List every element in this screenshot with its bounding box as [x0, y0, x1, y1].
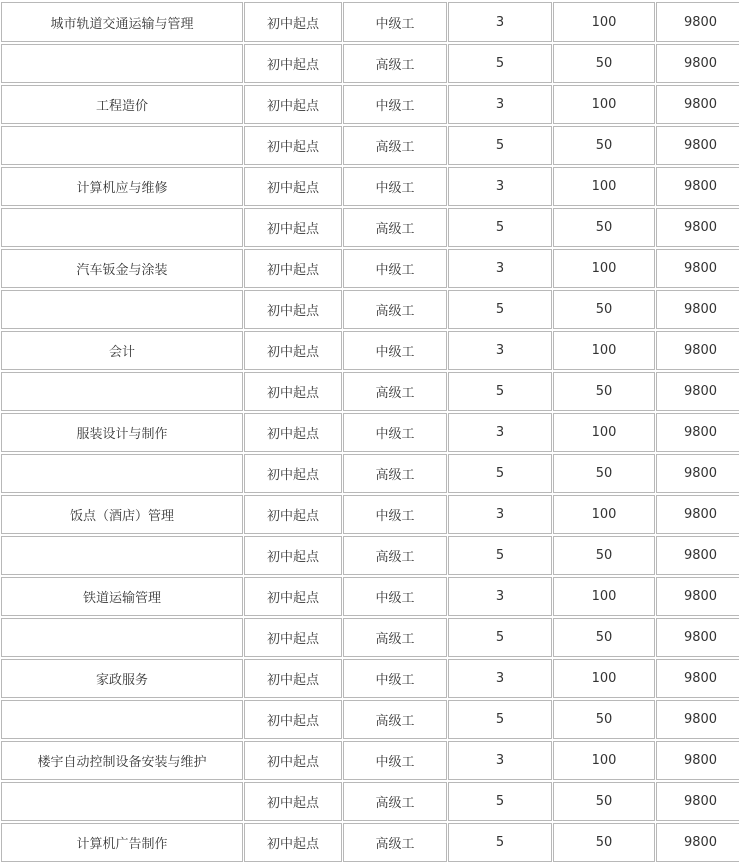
level-cell: 中级工 — [343, 167, 447, 206]
years-cell: 3 — [448, 85, 552, 124]
major-cell — [1, 290, 243, 329]
table-row — [1, 331, 739, 370]
fee-cell: 9800 — [656, 372, 739, 411]
fee-cell: 9800 — [656, 249, 739, 288]
level-cell: 高级工 — [343, 782, 447, 821]
entry-cell: 初中起点 — [244, 823, 342, 862]
entry-cell: 初中起点 — [244, 372, 342, 411]
entry-cell: 初中起点 — [244, 249, 342, 288]
years-cell: 3 — [448, 331, 552, 370]
table-row — [1, 700, 739, 739]
level-cell: 高级工 — [343, 126, 447, 165]
table-row — [1, 208, 739, 247]
years-cell: 5 — [448, 823, 552, 862]
level-cell: 高级工 — [343, 618, 447, 657]
entry-cell: 初中起点 — [244, 659, 342, 698]
quota-cell: 50 — [553, 372, 655, 411]
quota-cell: 100 — [553, 577, 655, 616]
table-row — [1, 454, 739, 493]
table-body — [1, 2, 739, 862]
entry-cell: 初中起点 — [244, 413, 342, 452]
fee-cell: 9800 — [656, 700, 739, 739]
level-cell: 中级工 — [343, 495, 447, 534]
level-cell: 高级工 — [343, 372, 447, 411]
level-cell: 中级工 — [343, 249, 447, 288]
major-cell — [1, 782, 243, 821]
major-cell: 汽车钣金与涂装 — [1, 249, 243, 288]
table-row — [1, 536, 739, 575]
table-row — [1, 659, 739, 698]
table-row — [1, 782, 739, 821]
entry-cell: 初中起点 — [244, 208, 342, 247]
entry-cell: 初中起点 — [244, 700, 342, 739]
years-cell: 3 — [448, 249, 552, 288]
quota-cell: 50 — [553, 208, 655, 247]
major-cell: 计算机广告制作 — [1, 823, 243, 862]
fee-cell: 9800 — [656, 536, 739, 575]
level-cell: 高级工 — [343, 536, 447, 575]
level-cell: 中级工 — [343, 577, 447, 616]
level-cell: 高级工 — [343, 454, 447, 493]
major-cell: 计算机应与维修 — [1, 167, 243, 206]
years-cell: 5 — [448, 618, 552, 657]
fee-cell: 9800 — [656, 454, 739, 493]
years-cell: 3 — [448, 741, 552, 780]
years-cell: 5 — [448, 208, 552, 247]
table-row — [1, 495, 739, 534]
quota-cell: 50 — [553, 454, 655, 493]
table-row — [1, 249, 739, 288]
quota-cell: 50 — [553, 823, 655, 862]
entry-cell: 初中起点 — [244, 2, 342, 42]
years-cell: 5 — [448, 290, 552, 329]
table-row — [1, 167, 739, 206]
quota-cell: 100 — [553, 167, 655, 206]
major-cell — [1, 700, 243, 739]
fee-cell: 9800 — [656, 782, 739, 821]
major-cell — [1, 618, 243, 657]
major-cell: 城市轨道交通运输与管理 — [1, 2, 243, 42]
fee-cell: 9800 — [656, 618, 739, 657]
level-cell: 高级工 — [343, 823, 447, 862]
entry-cell: 初中起点 — [244, 85, 342, 124]
fee-cell: 9800 — [656, 167, 739, 206]
major-cell — [1, 454, 243, 493]
quota-cell: 50 — [553, 126, 655, 165]
years-cell: 5 — [448, 372, 552, 411]
level-cell: 高级工 — [343, 700, 447, 739]
years-cell: 3 — [448, 413, 552, 452]
fee-cell: 9800 — [656, 331, 739, 370]
years-cell: 5 — [448, 44, 552, 83]
entry-cell: 初中起点 — [244, 331, 342, 370]
years-cell: 3 — [448, 167, 552, 206]
years-cell: 5 — [448, 126, 552, 165]
level-cell: 中级工 — [343, 85, 447, 124]
major-cell — [1, 44, 243, 83]
entry-cell: 初中起点 — [244, 126, 342, 165]
table-row — [1, 85, 739, 124]
entry-cell: 初中起点 — [244, 454, 342, 493]
quota-cell: 50 — [553, 700, 655, 739]
fee-cell: 9800 — [656, 495, 739, 534]
level-cell: 高级工 — [343, 208, 447, 247]
years-cell: 3 — [448, 577, 552, 616]
table-row — [1, 372, 739, 411]
table-row — [1, 44, 739, 83]
fee-cell: 9800 — [656, 126, 739, 165]
table-row — [1, 741, 739, 780]
entry-cell: 初中起点 — [244, 536, 342, 575]
level-cell: 中级工 — [343, 413, 447, 452]
entry-cell: 初中起点 — [244, 167, 342, 206]
years-cell: 5 — [448, 454, 552, 493]
table-row — [1, 618, 739, 657]
table-row — [1, 413, 739, 452]
entry-cell: 初中起点 — [244, 495, 342, 534]
major-cell — [1, 536, 243, 575]
years-cell: 5 — [448, 782, 552, 821]
quota-cell: 100 — [553, 495, 655, 534]
major-cell: 家政服务 — [1, 659, 243, 698]
major-cell: 楼宇自动控制设备安装与维护 — [1, 741, 243, 780]
years-cell: 3 — [448, 495, 552, 534]
major-cell: 工程造价 — [1, 85, 243, 124]
fee-cell: 9800 — [656, 85, 739, 124]
level-cell: 中级工 — [343, 659, 447, 698]
entry-cell: 初中起点 — [244, 44, 342, 83]
major-cell: 会计 — [1, 331, 243, 370]
fee-cell: 9800 — [656, 208, 739, 247]
years-cell: 3 — [448, 659, 552, 698]
major-cell: 饭点（酒店）管理 — [1, 495, 243, 534]
level-cell: 高级工 — [343, 44, 447, 83]
years-cell: 3 — [448, 2, 552, 42]
major-cell: 铁道运输管理 — [1, 577, 243, 616]
quota-cell: 50 — [553, 618, 655, 657]
fee-cell: 9800 — [656, 44, 739, 83]
fee-cell: 9800 — [656, 2, 739, 42]
fee-cell: 9800 — [656, 413, 739, 452]
level-cell: 中级工 — [343, 331, 447, 370]
major-cell: 服装设计与制作 — [1, 413, 243, 452]
level-cell: 中级工 — [343, 741, 447, 780]
quota-cell: 100 — [553, 659, 655, 698]
major-cell — [1, 126, 243, 165]
quota-cell: 100 — [553, 249, 655, 288]
entry-cell: 初中起点 — [244, 618, 342, 657]
quota-cell: 100 — [553, 331, 655, 370]
quota-cell: 50 — [553, 44, 655, 83]
quota-cell: 100 — [553, 413, 655, 452]
major-cell — [1, 372, 243, 411]
entry-cell: 初中起点 — [244, 782, 342, 821]
quota-cell: 50 — [553, 782, 655, 821]
level-cell: 高级工 — [343, 290, 447, 329]
quota-cell: 50 — [553, 290, 655, 329]
level-cell: 中级工 — [343, 2, 447, 42]
entry-cell: 初中起点 — [244, 741, 342, 780]
quota-cell: 100 — [553, 85, 655, 124]
table-row — [1, 126, 739, 165]
entry-cell: 初中起点 — [244, 577, 342, 616]
quota-cell: 50 — [553, 536, 655, 575]
fee-cell: 9800 — [656, 823, 739, 862]
fee-cell: 9800 — [656, 741, 739, 780]
fee-cell: 9800 — [656, 290, 739, 329]
table-row — [1, 577, 739, 616]
table-row — [1, 290, 739, 329]
quota-cell: 100 — [553, 741, 655, 780]
fee-cell: 9800 — [656, 659, 739, 698]
years-cell: 5 — [448, 700, 552, 739]
fee-cell: 9800 — [656, 577, 739, 616]
table-row — [1, 823, 739, 862]
major-cell — [1, 208, 243, 247]
years-cell: 5 — [448, 536, 552, 575]
quota-cell: 100 — [553, 2, 655, 42]
table-row — [1, 2, 739, 42]
entry-cell: 初中起点 — [244, 290, 342, 329]
